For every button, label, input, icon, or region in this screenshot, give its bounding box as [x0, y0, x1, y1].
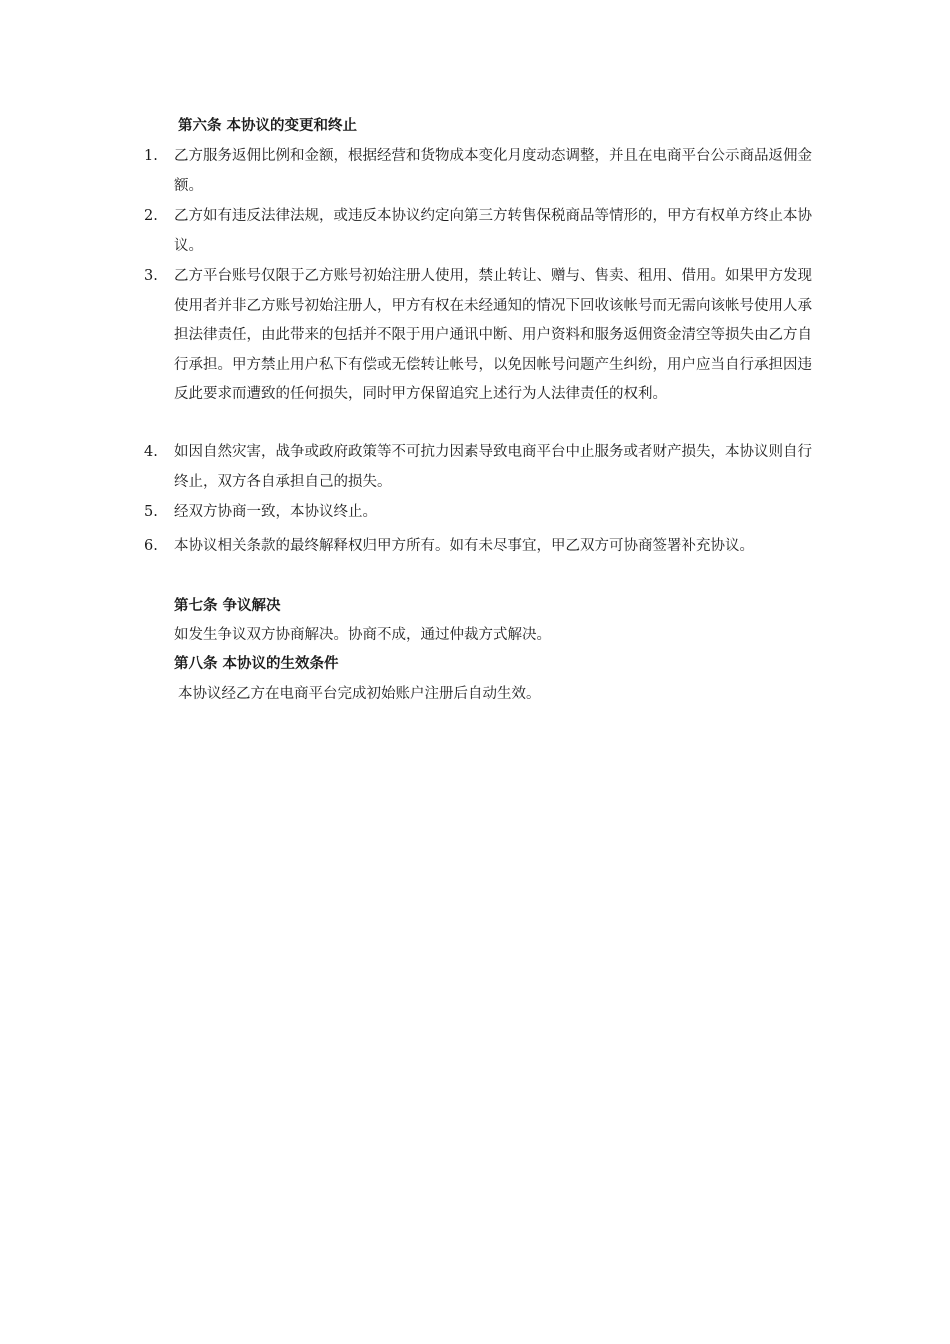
list-item-text: 如因自然灾害，战争或政府政策等不可抗力因素导致电商平台中止服务或者财产损失，本协议则自行终止，双方各自承担自己的损失。 — [174, 444, 812, 490]
list-item-number: 3. — [144, 268, 158, 284]
article-7-heading: 第七条 争议解决 — [174, 598, 281, 614]
list-item-number: 2. — [144, 208, 158, 224]
list-item — [144, 438, 834, 498]
article-8-heading: 第八条 本协议的生效条件 — [174, 656, 339, 672]
list-item — [144, 498, 834, 528]
list-item-text: 乙方服务返佣比例和金额，根据经营和货物成本变化月度动态调整，并且在电商平台公示商品返佣金额。 — [174, 148, 812, 194]
list-item — [144, 202, 834, 262]
article-6-heading: 第六条 本协议的变更和终止 — [178, 118, 358, 134]
list-item-text: 乙方平台账号仅限于乙方账号初始注册人使用，禁止转让、赠与、售卖、租用、借用。如果甲方发现使用者并非乙方账号初始注册人，甲方有权在未经通知的情况下回收该帐号而无需向该帐号使用人承担法律责任，由此带来的包括并不限于用户通讯中断、用户资料和服务返佣资金清空等损失由乙方自行承担。甲方禁止用户私下有偿或无偿转让帐号，以免因帐号问题产生纠纷，用户应当自行承担因违反此要求而遭致的任何损失，同时甲方保留追究上述行为人法律责任的权利。 — [174, 268, 812, 402]
list-item — [144, 142, 834, 202]
list-item-number: 5. — [144, 504, 158, 520]
list-item-text: 乙方如有违反法律法规，或违反本协议约定向第三方转售保税商品等情形的，甲方有权单方终止本协议。 — [174, 208, 812, 254]
list-item-number: 6. — [144, 538, 158, 554]
article-8-text: 本协议经乙方在电商平台完成初始账户注册后自动生效。 — [178, 686, 541, 702]
list-item-number: 4. — [144, 444, 158, 460]
article-7-text: 如发生争议双方协商解决。协商不成，通过仲裁方式解决。 — [174, 627, 551, 643]
list-item — [144, 532, 834, 592]
list-item-text: 经双方协商一致，本协议终止。 — [174, 504, 377, 520]
list-item-number: 1. — [144, 148, 158, 164]
list-item-text: 本协议相关条款的最终解释权归甲方所有。如有未尽事宜，甲乙双方可协商签署补充协议。 — [174, 538, 754, 554]
list-item — [144, 262, 834, 440]
